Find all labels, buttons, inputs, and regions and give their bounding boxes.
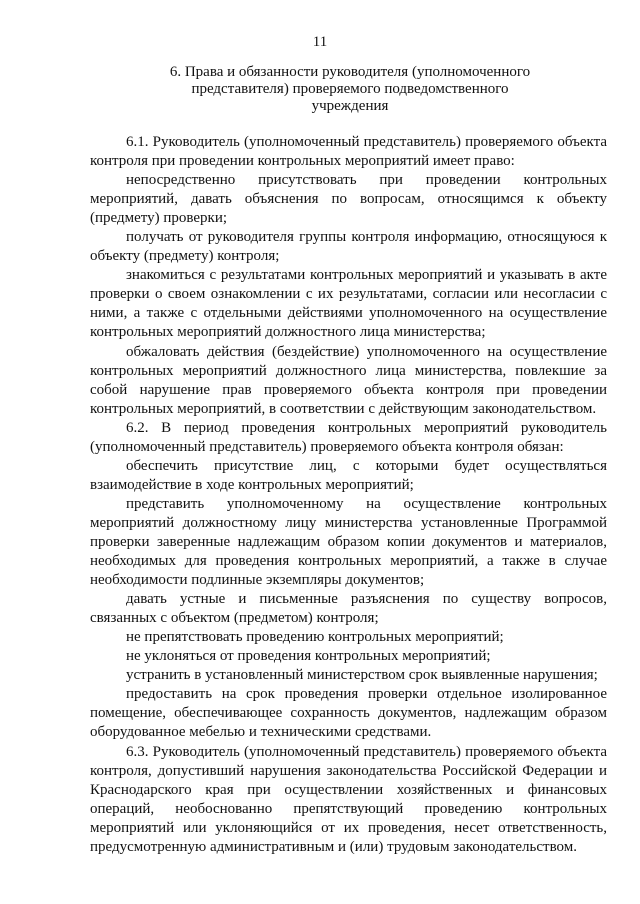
section-body <box>90 133 607 857</box>
list-item-duty-premises: предоставить на срок проведения проверки отдельное изолированное помещение, обеспечивающее сохранность документов, надлежащим образом оборудованное мебелью и техническими средствами. <box>90 686 607 741</box>
page-number: 11 <box>312 34 328 50</box>
list-item-duty-documents: представить уполномоченному на осуществление контрольных мероприятий должностному лицу министерства установленные Программой проверки заверенные надлежащим образом копии документов и материалов, необходимых для проведения контрольных мероприятий, а также в случае необходимости подлинные экземпляры документов; <box>90 495 607 589</box>
list-item-duty-presence: обеспечить присутствие лиц, с которыми будет осуществляться взаимодействие в ходе контрольных мероприятий; <box>90 457 607 493</box>
paragraph-6-2: 6.2. В период проведения контрольных мероприятий руководитель (уполномоченный представитель) проверяемого объекта контроля обязан: <box>90 419 607 455</box>
list-item-right-information: получать от руководителя группы контроля информацию, относящуюся к объекту (предмету) контроля; <box>90 229 607 265</box>
list-item-duty-not-evade: не уклоняться от проведения контрольных мероприятий; <box>126 648 491 665</box>
list-item-right-results: знакомиться с результатами контрольных мероприятий и указывать в акте проверки о своем ознакомлении с их результатами, согласии или несогласии с ними, а также с отдельными действиями уполномоченного на осуществление контрольных мероприятий должностного лица министерства; <box>90 267 607 341</box>
section-heading-line-3: учреждения <box>311 98 389 114</box>
section-heading-line-1: 6. Права и обязанности руководителя (уполномоченного <box>169 64 531 80</box>
paragraph-6-1: 6.1. Руководитель (уполномоченный представитель) проверяемого объекта контроля при проведении контрольных мероприятий имеет право: <box>90 134 607 170</box>
list-item-duty-not-obstruct: не препятствовать проведению контрольных мероприятий; <box>126 629 504 646</box>
section-heading <box>90 64 610 115</box>
section-heading-line-2: представителя) проверяемого подведомственного <box>191 81 509 97</box>
list-item-right-attend: непосредственно присутствовать при проведении контрольных мероприятий, давать объяснения по вопросам, относящимся к объекту (предмету) проверки; <box>90 172 607 227</box>
paragraph-6-3: 6.3. Руководитель (уполномоченный представитель) проверяемого объекта контроля, допустивший нарушения законодательства Российской Федерации и Краснодарского края при осуществлении хозяйственных и финансовых операций, необоснованно препятствующий проведению контрольных мероприятий или уклоняющийся от их проведения, несет ответственность, предусмотренную административным и (или) трудовым законодательством. <box>90 743 607 855</box>
list-item-right-appeal: обжаловать действия (бездействие) уполномоченного на осуществление контрольных мероприятий должностного лица министерства, повлекшие за собой нарушение прав проверяемого объекта контроля при проведении контрольных мероприятий, в соответствии с действующим законодательством. <box>90 343 607 417</box>
list-item-duty-eliminate: устранить в установленный министерством срок выявленные нарушения; <box>126 667 598 684</box>
list-item-duty-explanations: давать устные и письменные разъяснения по существу вопросов, связанных с объектом (предметом) контроля; <box>90 591 607 627</box>
